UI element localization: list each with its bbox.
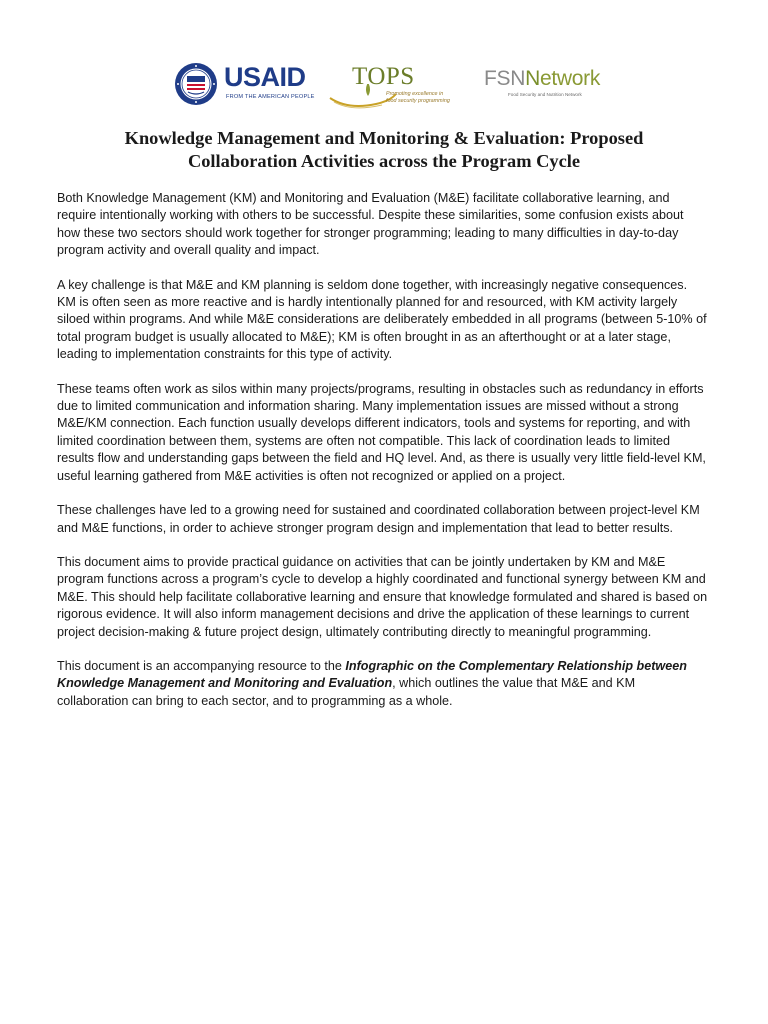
fsn-network-logo [480, 60, 600, 110]
paragraph-accompanying-resource [57, 658, 709, 710]
paragraph-growing-need: These challenges have led to a growing need for sustained and coordinated collaboration between project-level KM and M&E functions, in order to achieve stronger program design and implementation that lead to better results. [57, 503, 700, 535]
tops-tagline-line1: Promoting excellence in [386, 91, 444, 97]
paragraph-document-aim: This document aims to provide practical guidance on activities that can be jointly undertaken by KM and M&E program functions across a program’s cycle to develop a highly coordinated and functional synergy between KM and M&E. This should help facilitate collaborative learning and ensure that knowledge formulated and shared is based on rigorous evidence. It will also inform management decisions and drive the application of these learnings to current project decision-making & future project design, ultimately contributing directly to meaningful programming. [57, 554, 708, 639]
fsn-n: N [525, 67, 540, 90]
tops-wordmark: TOPS [352, 63, 415, 90]
fsn-prefix: FSN [484, 67, 526, 90]
usaid-name: USAID [224, 62, 306, 92]
usaid-seal-icon [174, 62, 218, 106]
paragraph-silos: These teams often work as silos within many projects/programs, resulting in obstacles such as redundancy in efforts due to limited communication and information sharing. Many implementation issues are missed without a strong M&E/KM connection. Each function usually develops different indicators, tools and systems for reporting, and with limited coordination between them, systems are often not compatible. This lack of coordination leads to limited results flow and understanding gaps between the field and HQ level. And, as there is usually very little field-level KM, useful learning gathered from M&E activities is often not recognized or applied on a project. [57, 381, 706, 483]
paragraph-key-challenge: A key challenge is that M&E and KM planning is seldom done together, with increasingly negative consequences. KM is often seen as more reactive and is hardly intentionally planned for and resourced, with KM activity largely siloed within programs. And while M&E considerations are deliberately embedded in all programs (between 5-10% of total program budget is usually allocated to M&E); KM is often brought in as an afterthought or at a later stage, leading to implementation constraints for this type of activity. [57, 277, 707, 362]
tops-tagline [386, 91, 450, 105]
fsn-wordmark [484, 68, 600, 89]
resource-text-prefix: This document is an accompanying resource to the [57, 658, 346, 673]
document-title [60, 127, 708, 173]
infographic-title: Infographic on the Complementary Relationship between Knowledge Management and Monitoring and Evaluation [57, 658, 687, 691]
usaid-wordmark [224, 64, 306, 91]
logo-row [0, 58, 768, 114]
title-line-1: Knowledge Management and Monitoring & Evaluation: Proposed [124, 128, 644, 148]
fsn-suffix: etwork [539, 67, 601, 90]
fsn-tagline: Food Security and Nutrition Network [508, 92, 582, 97]
title-line-2: Collaboration Activities across the Program Cycle [187, 151, 581, 171]
usaid-tagline: FROM THE AMERICAN PEOPLE [226, 94, 315, 100]
paragraph-intro: Both Knowledge Management (KM) and Monitoring and Evaluation (M&E) facilitate collaborative learning, and require intentionally working with others to be successful. Despite these similarities, some confusion exists about how these two sectors should work together for stronger programming; leading to many difficulties in day-to-day program activity and overall quality and impact. [57, 191, 684, 258]
resource-text-suffix: , which outlines the value that M&E and KM collaboration can bring to each sector, and to programming as a whole. [57, 676, 636, 708]
usaid-logo [172, 60, 315, 110]
tops-logo [324, 60, 462, 112]
tops-tagline-line2: food security programming [386, 98, 450, 104]
document-body [57, 190, 709, 727]
